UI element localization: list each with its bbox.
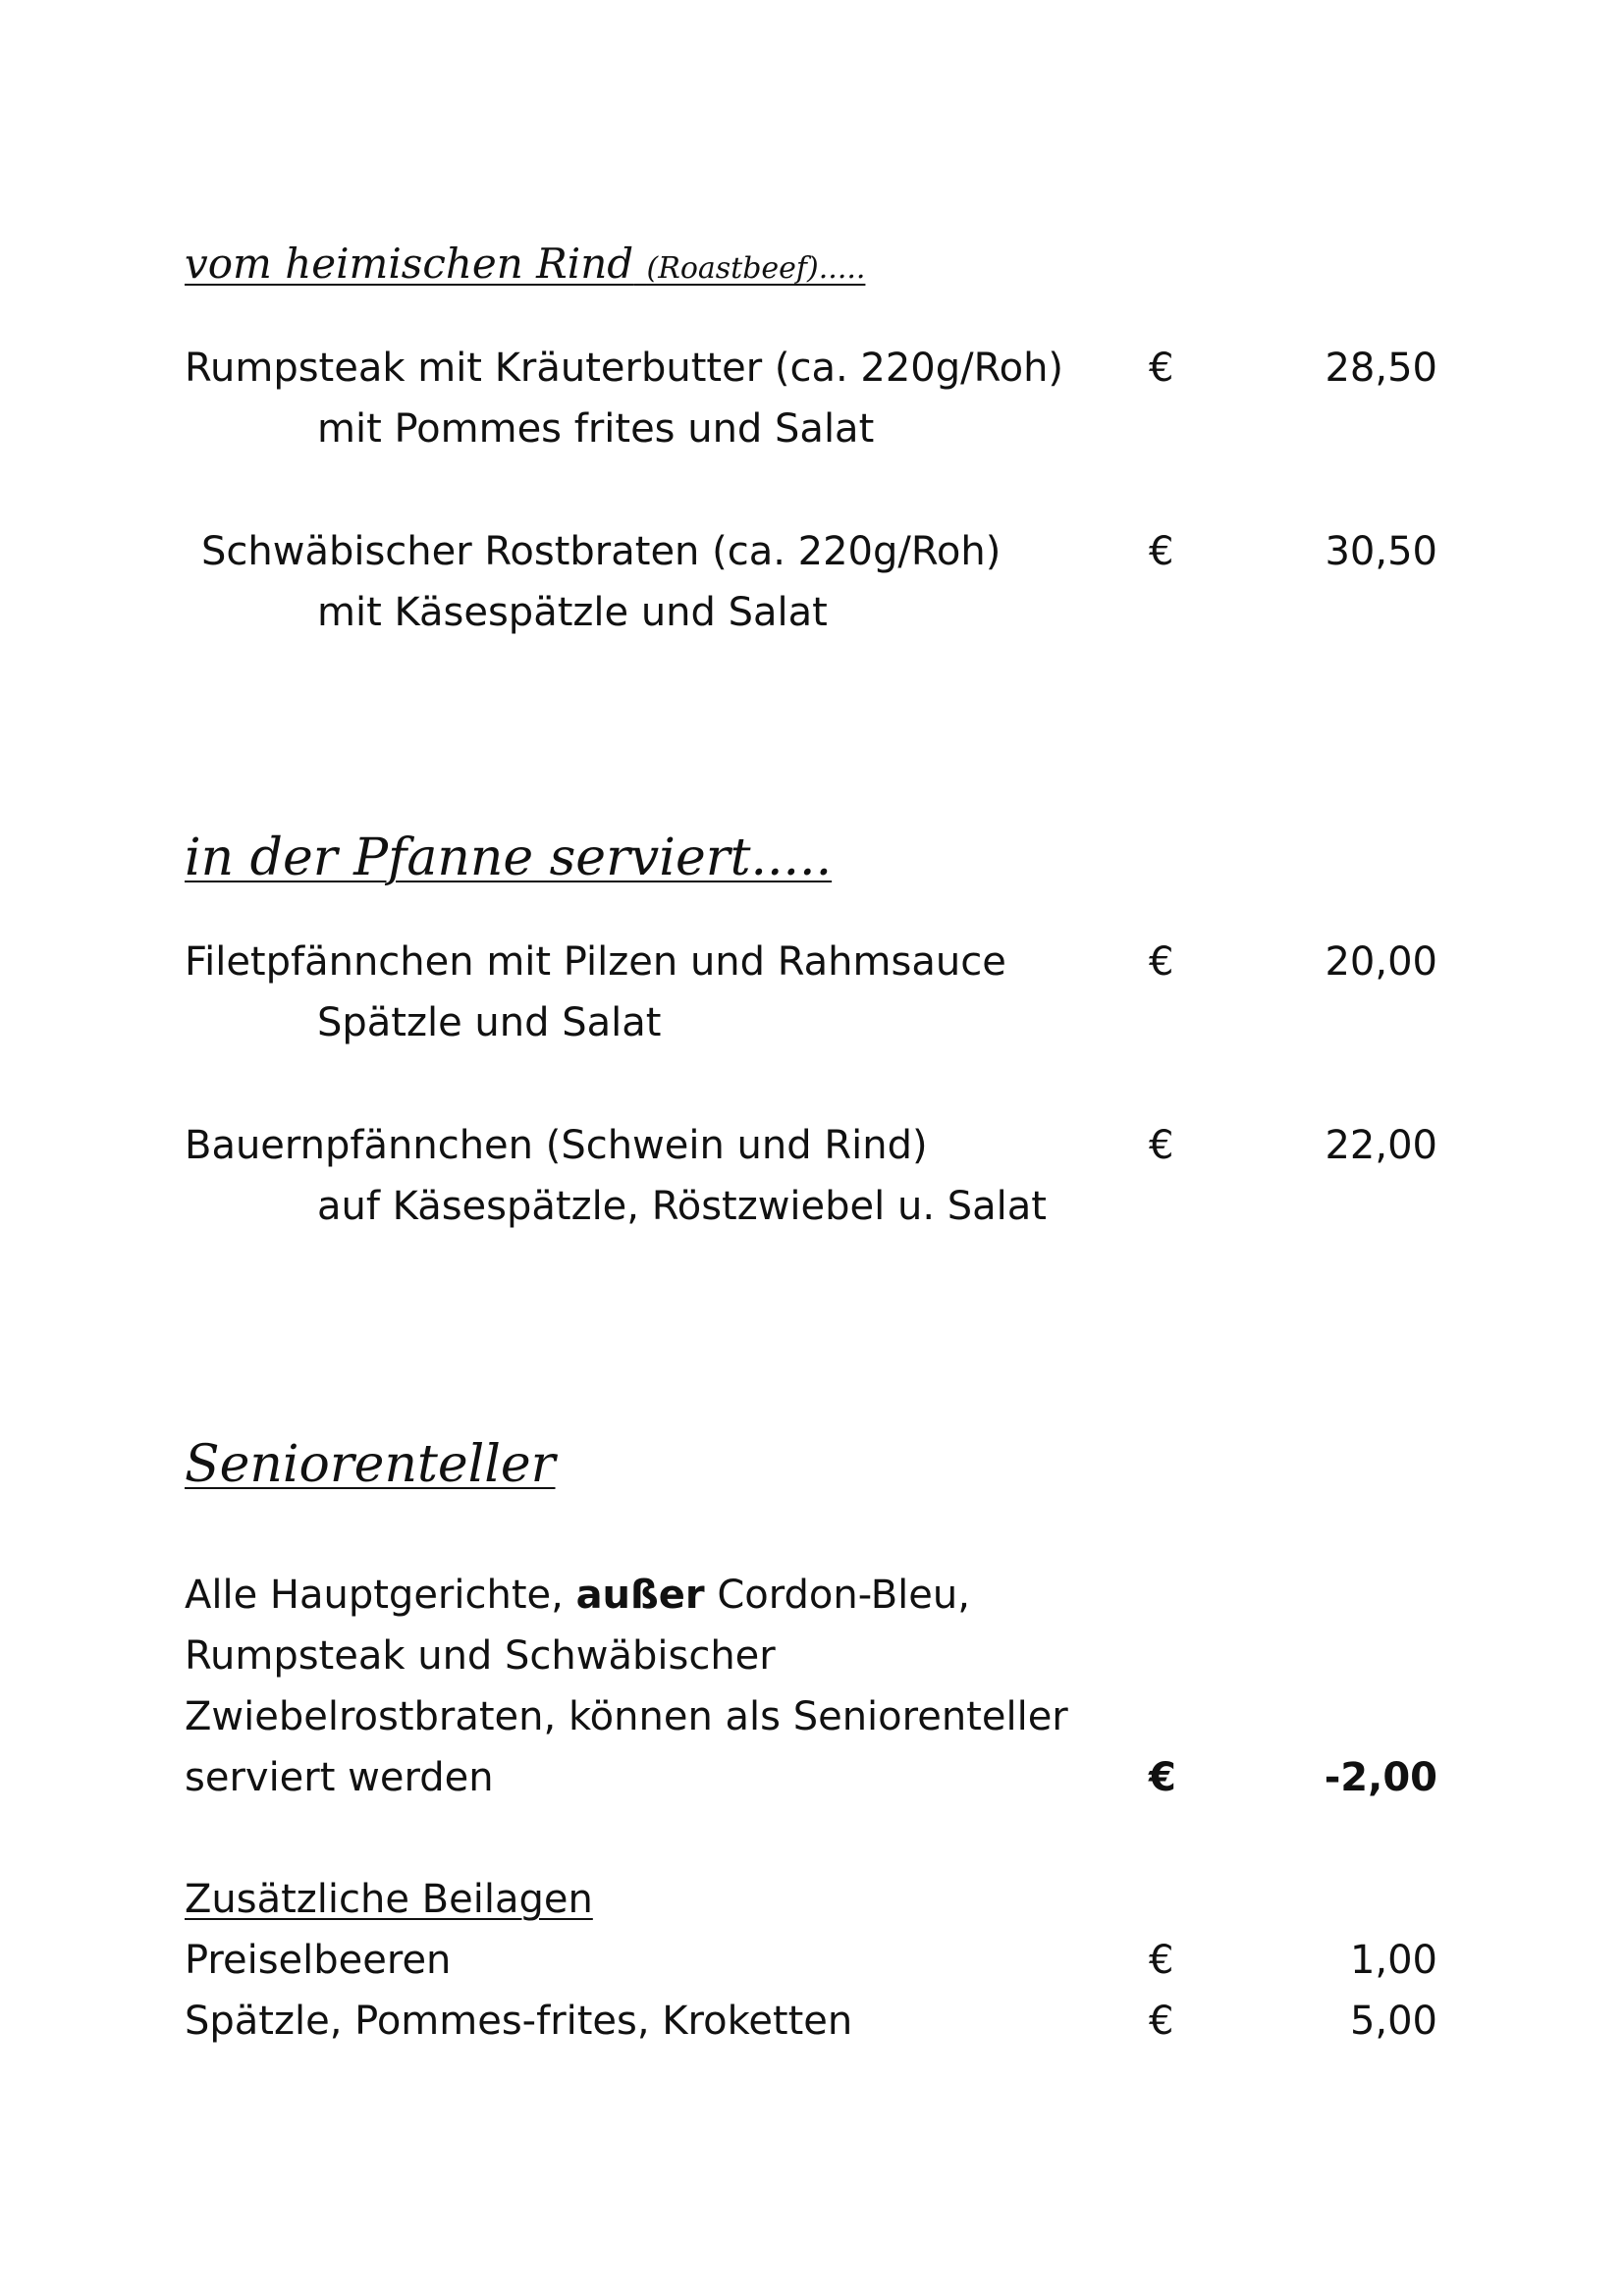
section-title-rind-sub: (Roastbeef)..... (646, 251, 866, 286)
currency-symbol: € (1149, 1938, 1174, 1983)
section-title-pfanne: in der Pfanne serviert..... (185, 828, 833, 887)
menu-item-price: 20,00 (1325, 939, 1437, 985)
senioren-text-emphasis: außer (575, 1573, 705, 1618)
menu-item-detail: mit Pommes frites und Salat (317, 406, 875, 452)
menu-item-detail: mit Käsespätzle und Salat (317, 590, 828, 635)
currency-symbol: € (1149, 346, 1174, 391)
senioren-text-line-1 (185, 1573, 970, 1618)
menu-item-name: Schwäbischer Rostbraten (ca. 220g/Roh) (201, 529, 1001, 574)
beilage-price: 5,00 (1349, 1999, 1437, 2044)
section-title-beilagen: Zusätzliche Beilagen (185, 1877, 593, 1922)
currency-symbol: € (1149, 1755, 1176, 1800)
menu-item-price: 28,50 (1325, 346, 1437, 391)
currency-symbol: € (1149, 1999, 1174, 2044)
senioren-text-part: Cordon-Bleu, (704, 1573, 970, 1618)
menu-item-detail: Spätzle und Salat (317, 1000, 662, 1045)
currency-symbol: € (1149, 939, 1174, 985)
menu-item-price: 30,50 (1325, 529, 1437, 574)
senioren-text-line-3: Zwiebelrostbraten, können als Seniorenteller (185, 1694, 1068, 1739)
menu-item-price: 22,00 (1325, 1123, 1437, 1168)
senioren-text-line-4: serviert werden (185, 1755, 494, 1800)
beilage-name: Preiselbeeren (185, 1938, 452, 1983)
menu-item-name: Rumpsteak mit Kräuterbutter (ca. 220g/Roh) (185, 346, 1064, 391)
beilage-name: Spätzle, Pommes-frites, Kroketten (185, 1999, 853, 2044)
menu-item-detail: auf Käsespätzle, Röstzwiebel u. Salat (317, 1184, 1047, 1229)
section-title-senioren: Seniorenteller (185, 1435, 556, 1494)
senioren-text-line-2: Rumpsteak und Schwäbischer (185, 1633, 776, 1679)
currency-symbol: € (1149, 1123, 1174, 1168)
senioren-discount-price: -2,00 (1324, 1755, 1437, 1800)
beilage-price: 1,00 (1349, 1938, 1437, 1983)
menu-item-name: Filetpfännchen mit Pilzen und Rahmsauce (185, 939, 1006, 985)
menu-item-name: Bauernpfännchen (Schwein und Rind) (185, 1123, 928, 1168)
section-title-rind (185, 240, 866, 288)
senioren-text-part: Alle Hauptgerichte, (185, 1573, 576, 1618)
section-title-rind-main: vom heimischen Rind (185, 240, 634, 288)
currency-symbol: € (1149, 529, 1174, 574)
